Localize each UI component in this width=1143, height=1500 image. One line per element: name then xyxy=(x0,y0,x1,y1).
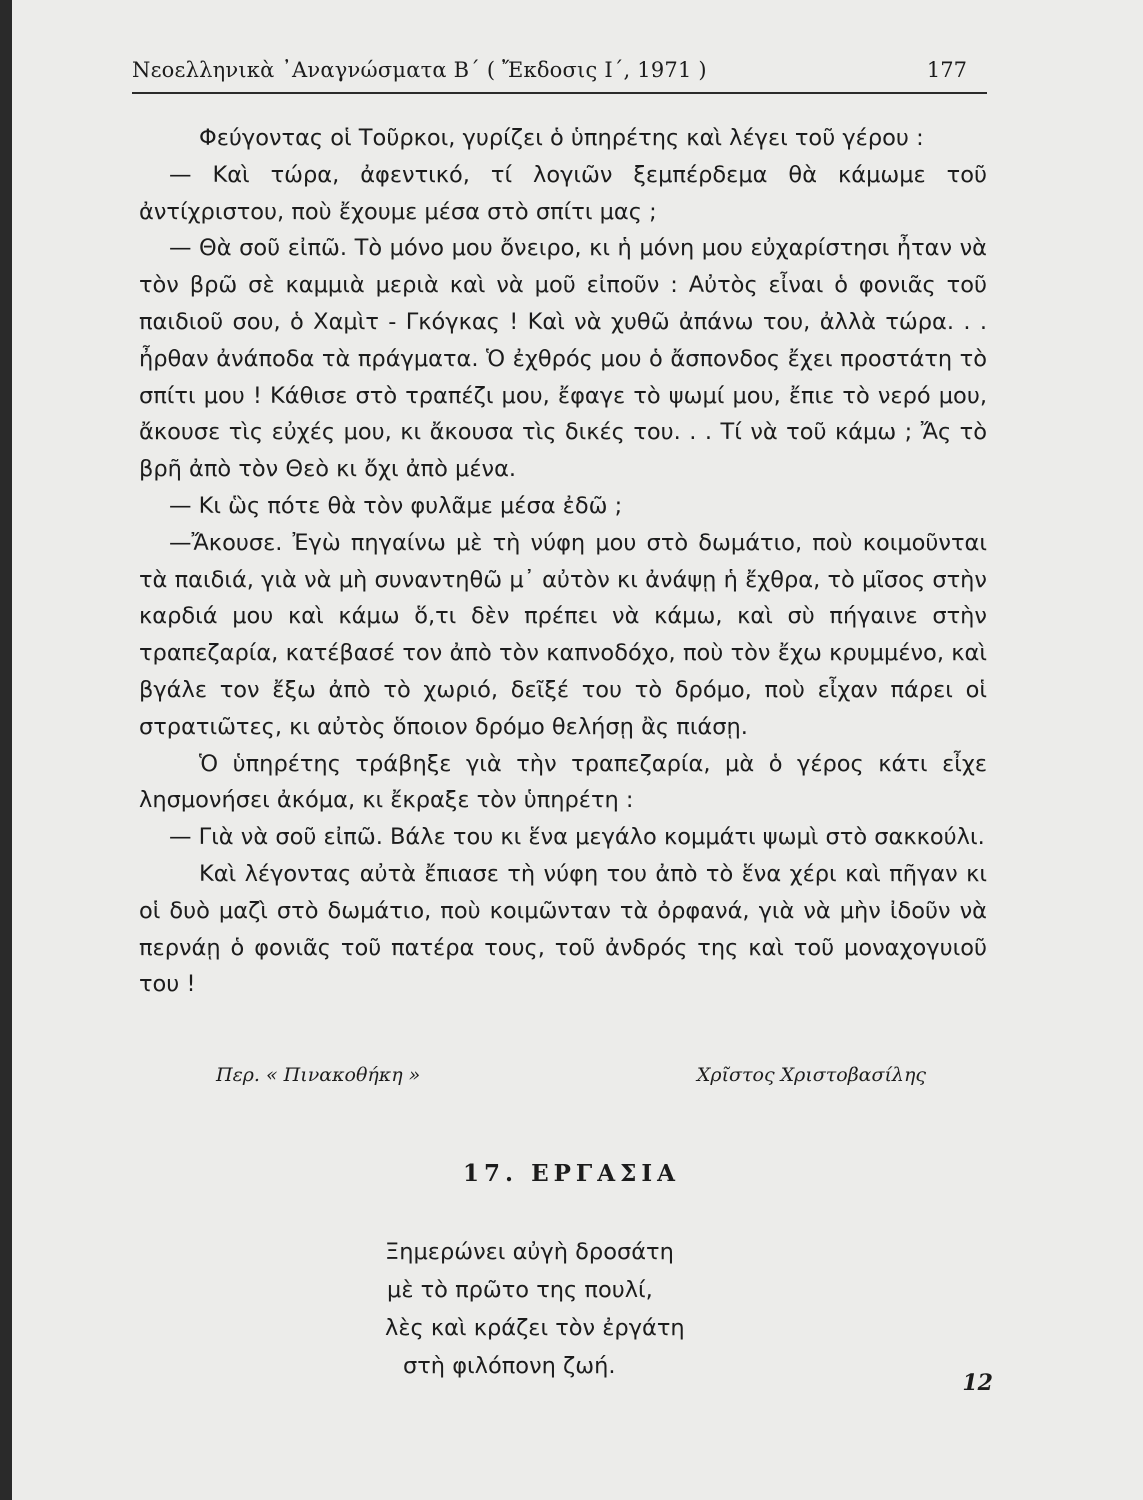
sheet-number: 12 xyxy=(962,1370,993,1396)
paragraph: — Κι ὣς πότε θὰ τὸν φυλᾶμε μέσα ἐδῶ ; xyxy=(169,492,623,519)
paragraph: —Ἄκουσε. Ἐγὼ πηγαίνω μὲ τὴ νύφη μου στὸ δωμάτιο, ποὺ κοιμοῦνται τὰ παιδιά, γιὰ νὰ μὴ συναντηθῶ μ᾿ αὐτὸν κι ἀνάψῃ ἡ ἔχθρα, τὸ μῖσος στὴν καρδιά μου καὶ κάμω ὅ,τι δὲν πρέπει νὰ κάμω, καὶ σὺ πήγαινε στὴν τραπεζαρία, κατέβασέ τον ἀπὸ τὸν καπνοδόχο, ποὺ τὸν ἔχω κρυμμένο, καὶ βγάλε τον ἔξω ἀπὸ τὸ χωριό, δεῖξέ του τὸ δρόμο, ποὺ εἶχαν πάρει οἱ στρατιῶτες, κι αὐτὸς ὅποιον δρόμο θελήσῃ ἂς πιάσῃ. xyxy=(139,529,987,740)
paragraph: Ὁ ὑπηρέτης τράβηξε γιὰ τὴν τραπεζαρία, μὰ ὁ γέρος κάτι εἶχε λησμονήσει ἀκόμα, κι ἔκραξε τὸν ὑπηρέτη : xyxy=(139,750,987,814)
paragraph: — Καὶ τώρα, ἀφεντικό, τί λογιῶν ξεμπέρδεμα θὰ κάμωμε τοῦ ἀντίχριστου, ποὺ ἔχουμε μέσα στὸ σπίτι μας ; xyxy=(139,161,987,225)
page-header xyxy=(132,56,987,94)
section-title: 17. ΕΡΓΑΣΙΑ xyxy=(463,1160,680,1187)
page-number: 177 xyxy=(926,58,967,82)
story-text xyxy=(139,120,987,1003)
poem-line: στὴ φιλόπονη ζωή. xyxy=(403,1353,616,1379)
paragraph: Φεύγοντας οἱ Τοῦρκοι, γυρίζει ὁ ὑπηρέτης καὶ λέγει τοῦ γέρου : xyxy=(199,125,924,151)
scan-edge-shadow xyxy=(0,0,12,1500)
poem-line: λὲς καὶ κράζει τὸν ἐργάτη xyxy=(385,1315,685,1341)
paragraph: — Θὰ σοῦ εἰπῶ. Τὸ μόνο μου ὄνειρο, κι ἡ μόνη μου εὐχαρίστησι ἦταν νὰ τὸν βρῶ σὲ καμμιὰ μεριὰ καὶ νὰ μοῦ εἰποῦν : Αὐτὸς εἶναι ὁ φονιᾶς τοῦ παιδιοῦ σου, ὁ Χαμὶτ - Γκόγκας ! Καὶ νὰ χυθῶ ἀπάνω του, ἀλλὰ τώρα. . . ἦρθαν ἀνάποδα τὰ πράγματα. Ὁ ἐχθρός μου ὁ ἄσπονδος ἔχει προστάτη τὸ σπίτι μου ! Κάθισε στὸ τραπέζι μου, ἔφαγε τὸ ψωμί μου, ἔπιε τὸ νερό μου, ἄκουσε τὶς εὐχές μου, κι ἄκουσα τὶς δικές του. . . Τί νὰ τοῦ κάμω ; Ἄς τὸ βρῆ ἀπὸ τὸν Θεὸ κι ὄχι ἀπὸ μένα. xyxy=(139,235,987,483)
paragraph: Καὶ λέγοντας αὐτὰ ἔπιασε τὴ νύφη του ἀπὸ τὸ ἕνα χέρι καὶ πῆγαν κι οἱ δυὸ μαζὶ στὸ δωμάτιο, ποὺ κοιμῶνταν τὰ ὀρφανά, γιὰ νὰ μὴν ἰδοῦν νὰ περνάῃ ὁ φονιᾶς τοῦ πατέρα τους, τοῦ ἀνδρός της καὶ τοῦ μοναχογυιοῦ του ! xyxy=(139,860,987,998)
poem xyxy=(385,1233,685,1385)
author-name: Χρῖστος Χριστοβασίλης xyxy=(696,1064,926,1086)
poem-line: μὲ τὸ πρῶτο της πουλί, xyxy=(387,1277,653,1303)
source-reference: Περ. « Πινακοθήκη » xyxy=(216,1064,421,1086)
paragraph: — Γιὰ νὰ σοῦ εἰπῶ. Βάλε του κι ἕνα μεγάλο κομμάτι ψωμὶ στὸ σακκούλι. xyxy=(169,824,985,851)
poem-line: Ξημερώνει αὐγὴ δροσάτη xyxy=(385,1239,674,1265)
running-title: Νεοελληνικὰ ᾿Αναγνώσματα Β΄ ( Ἔκδοσις Ι΄, 1971 ) xyxy=(132,58,707,82)
